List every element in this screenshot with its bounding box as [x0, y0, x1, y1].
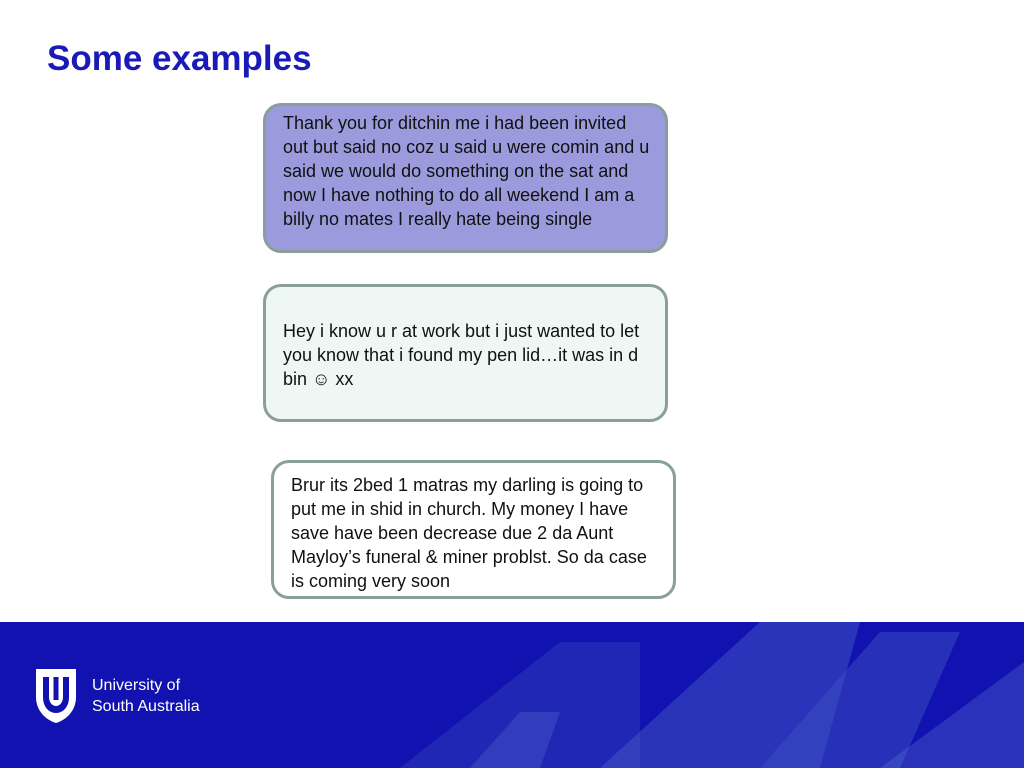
university-logo — [34, 667, 200, 725]
message-bubble-3: Brur its 2bed 1 matras my darling is going to put me in shid in church. My money I have save have been decrease due 2 da Aunt Mayloy’s funeral & miner problst. So da case is coming very soon — [271, 460, 676, 599]
university-name — [92, 675, 200, 717]
university-name-line-1: University of — [92, 677, 181, 694]
university-name-line-2: South Australia — [92, 698, 200, 715]
message-bubble-1: Thank you for ditchin me i had been invited out but said no coz u said u were comin and u said we would do something on the sat and now I have nothing to do all weekend I am a billy no mates I really hate being single — [263, 103, 668, 253]
message-bubble-2: Hey i know u r at work but i just wanted to let you know that i found my pen lid…it was in d bin ☺ xx — [263, 284, 668, 422]
slide-title: Some examples — [47, 39, 312, 78]
unisa-shield-icon — [34, 667, 78, 725]
footer-band — [0, 622, 1024, 768]
